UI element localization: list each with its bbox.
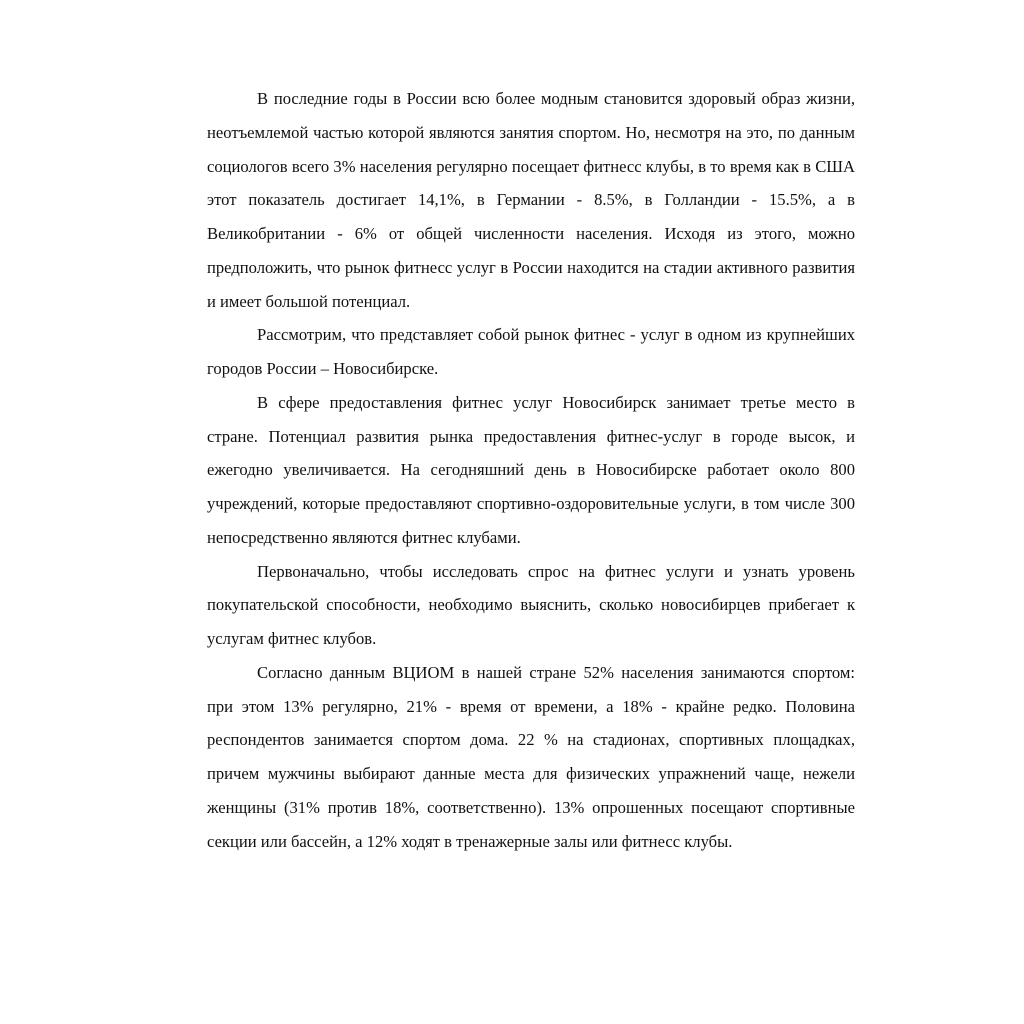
paragraph-novosibirsk-intro: Рассмотрим, что представляет собой рынок фитнес - услуг в одном из крупнейших городов России – Новосибирске. [207,325,855,378]
paragraph-novosibirsk-market: В сфере предоставления фитнес услуг Новосибирск занимает третье место в стране. Потенциал развития рынка предоставления фитнес-услуг в городе высок, и ежегодно увеличивается. На сегодняшний день в Новосибирске работает около 800 учреждений, которые предоставляют спортивно-оздоровительные услуги, в том числе 300 непосредственно являются фитнес клубами. [207,392,855,547]
paragraph-demand-research: Первоначально, чтобы исследовать спрос на фитнес услуги и узнать уровень покупательской способности, необходимо выяснить, сколько новосибирцев прибегает к услугам фитнес клубов. [207,561,855,648]
paragraph-vciom-statistics: Согласно данным ВЦИОМ в нашей стране 52% населения занимаются спортом: при этом 13% регулярно, 21% - время от времени, а 18% - крайне редко. Половина респондентов занимается спортом дома. 22 % на стадионах, спортивных площадках, причем мужчины выбирают данные места для физических упражнений чаще, нежели женщины (31% против 18%, соответственно). 13% опрошенных посещают спортивные секции или бассейн, а 12% ходят в тренажерные залы или фитнесс клубы. [207,662,855,851]
paragraph-fitness-trends: В последние годы в России всю более модным становится здоровый образ жизни, неотъемлемой частью которой являются занятия спортом. Но, несмотря на это, по данным социологов всего 3% населения регулярно посещает фитнесс клубы, в то время как в США этот показатель достигает 14,1%, в Германии - 8.5%, в Голландии - 15.5%, а в Великобритании - 6% от общей численности населения. Исходя из этого, можно предположить, что рынок фитнесс услуг в России находится на стадии активного развития и имеет большой потенциал. [207,89,855,311]
document-body [207,82,855,858]
